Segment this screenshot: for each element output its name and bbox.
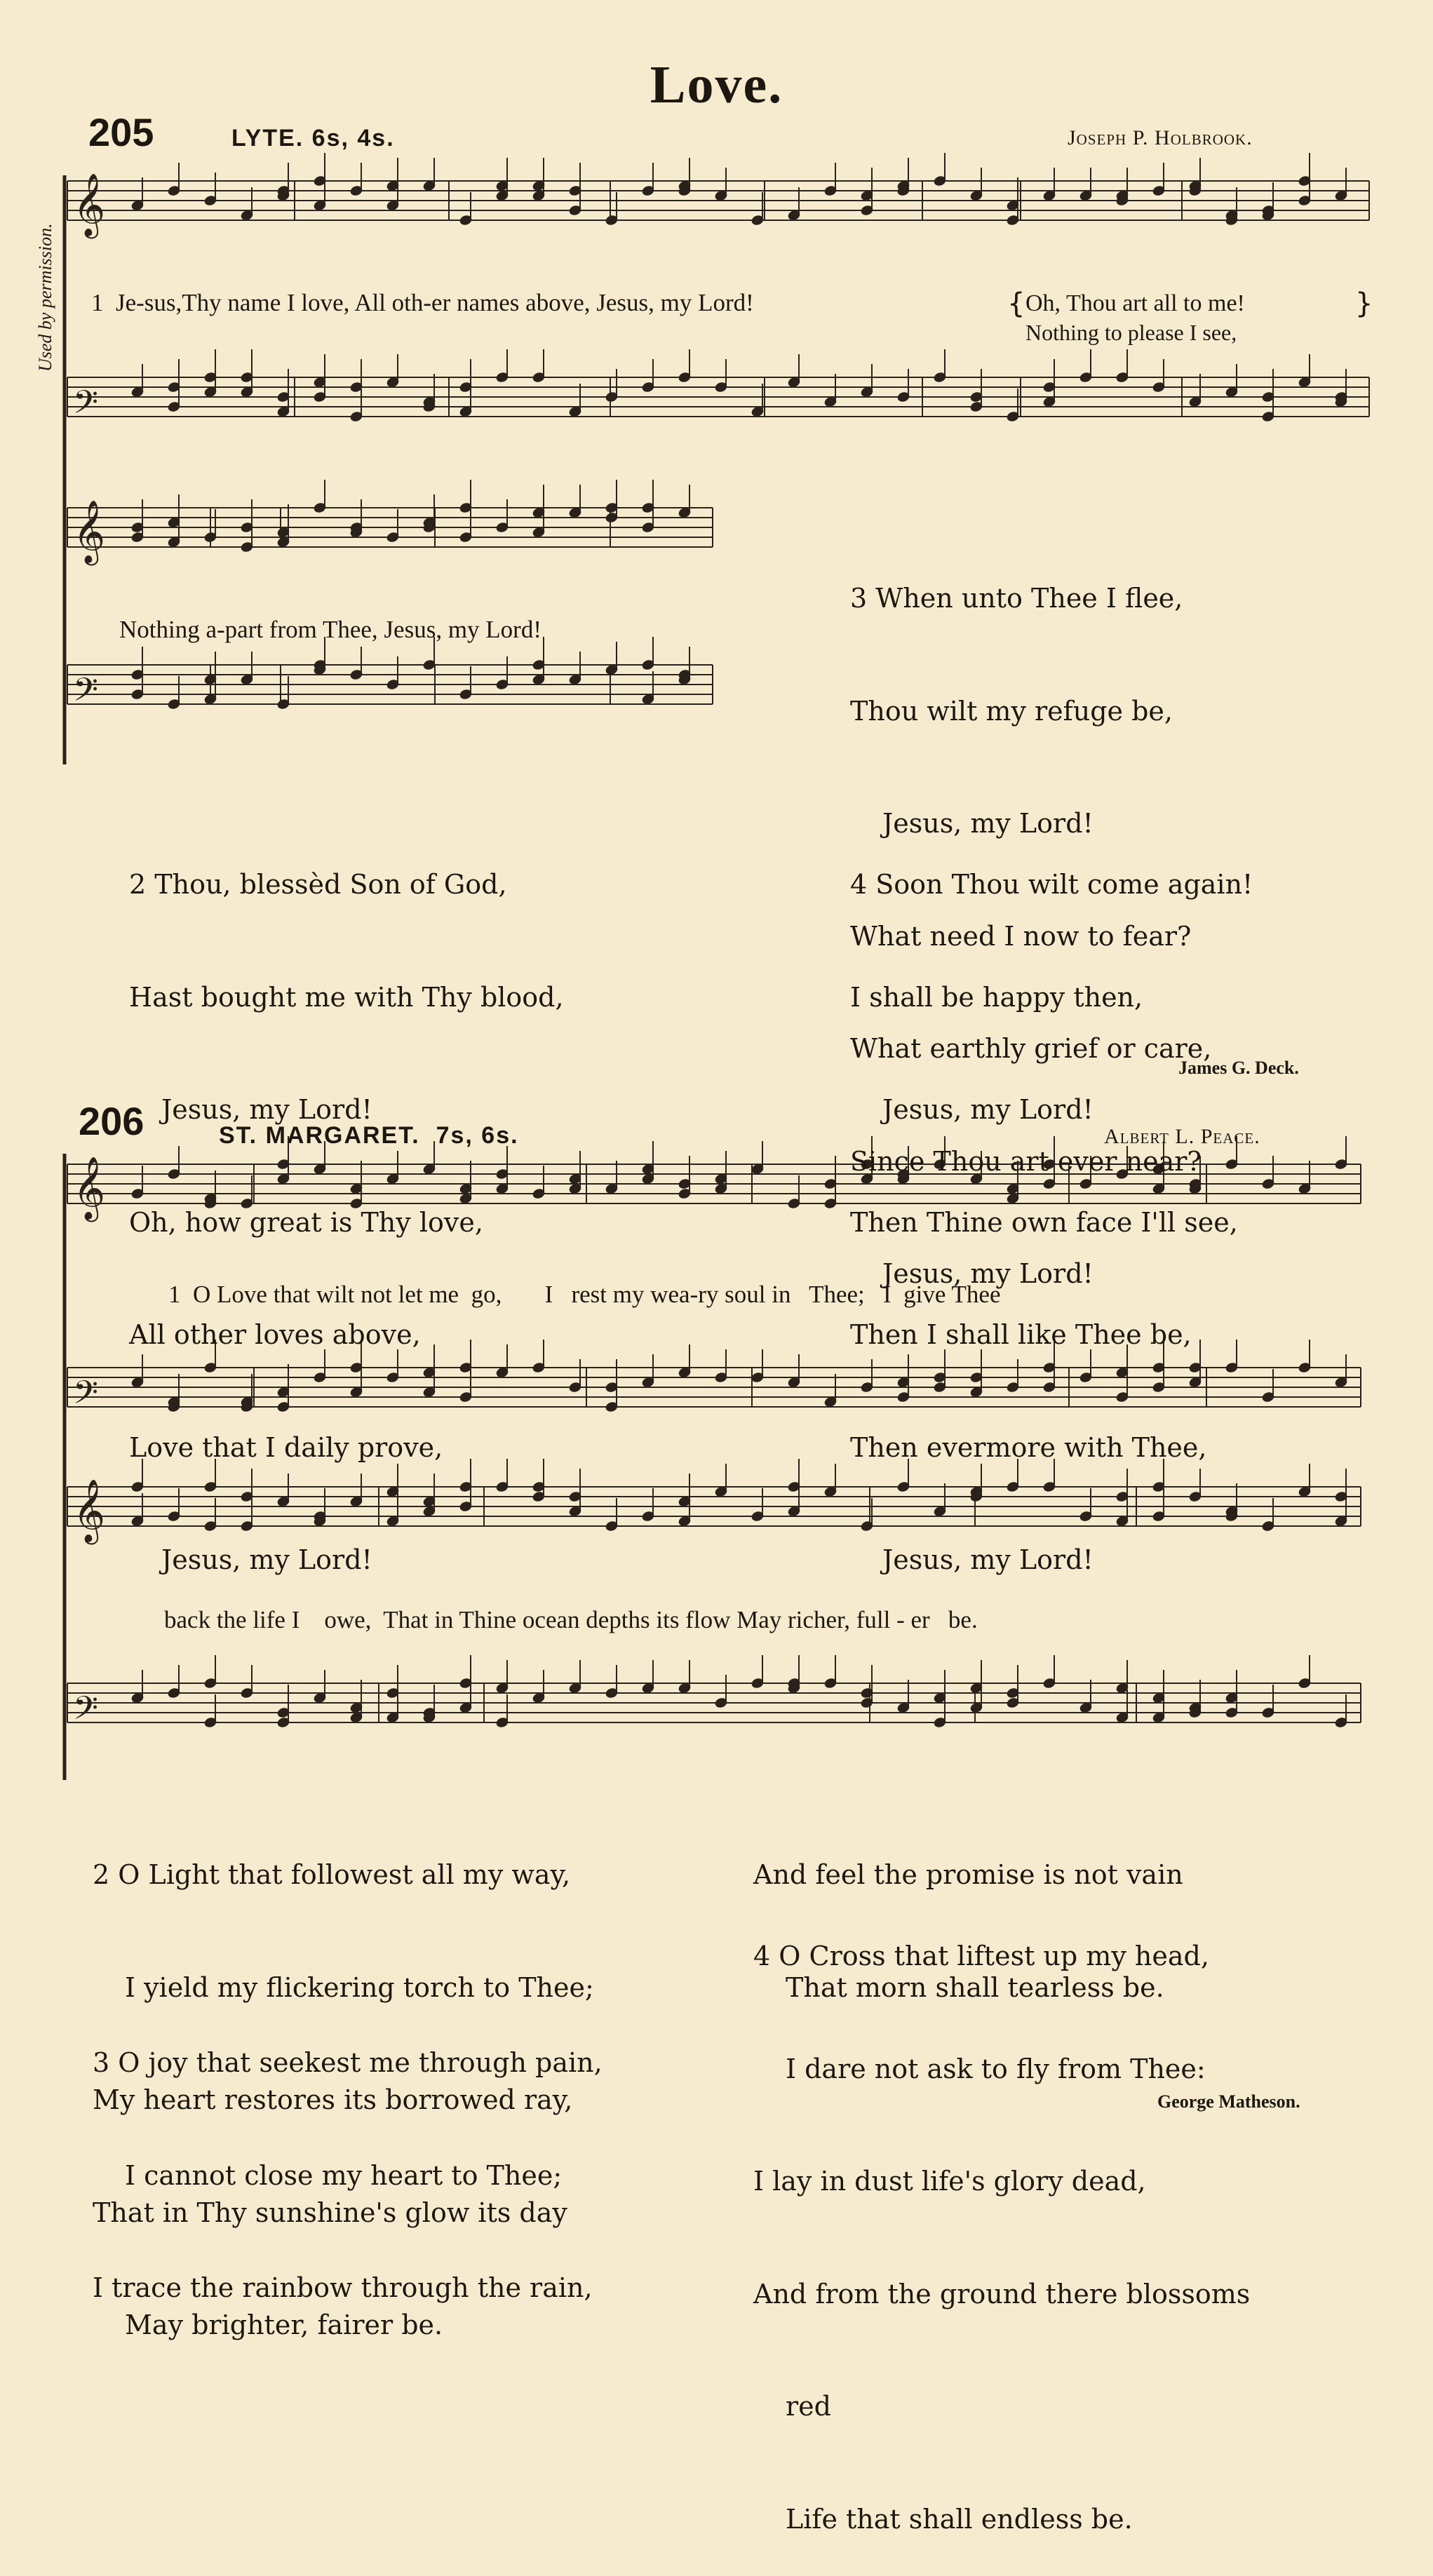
verse-line: And feel the promise is not vain — [753, 1859, 1183, 1890]
verse-line: Thou wilt my refuge be, — [850, 695, 1173, 727]
verse-line: I cannot close my heart to Thee; — [125, 2159, 563, 2191]
verse-line: Then evermore with Thee, — [850, 1431, 1207, 1463]
bass-clef-icon: 𝄢 — [73, 671, 99, 717]
treble-clef-icon: 𝄞 — [73, 500, 106, 563]
verse-refrain: Jesus, my Lord! — [882, 1258, 1094, 1289]
verse-line: 3 O joy that seekest me through pain, — [93, 2047, 603, 2078]
lyrics-alt-line: Oh, Thou art all to me! — [1025, 290, 1245, 316]
verse-line: 4 Soon Thou wilt come again! — [850, 869, 1253, 900]
treble-clef-icon: 𝄞 — [73, 1156, 106, 1220]
verse-line: I trace the rainbow through the rain, — [93, 2272, 593, 2303]
verse-2 — [129, 791, 564, 1617]
verse-line: I shall be happy then, — [850, 981, 1143, 1013]
verse-line: red — [786, 2391, 831, 2422]
verse-line: All other loves above, — [129, 1319, 421, 1350]
verse-line: 2 O Light that followest all my way, — [93, 1859, 571, 1890]
verse-line: What earthly grief or care, — [850, 1033, 1212, 1064]
verse-4 — [753, 1863, 1250, 2576]
verse-refrain: Jesus, my Lord! — [882, 1094, 1094, 1125]
hymn-number: 205 — [88, 110, 154, 154]
verse-line: That in Thy sunshine's glow its day — [93, 2197, 567, 2228]
treble-clef-icon: 𝄞 — [73, 1479, 106, 1542]
verse-line: That morn shall tearless be. — [786, 1971, 1164, 2003]
brace-icon: { — [1007, 288, 1025, 320]
tune-name: LYTE. 6s, 4s. — [231, 125, 395, 151]
lyrics-line: back the life I owe, That in Thine ocean depths its flow May richer, full - er be. — [164, 1606, 978, 1633]
verse-4 — [850, 791, 1253, 1617]
lyrics-line: 1 Je-sus,Thy name I love, All oth-er names above, Jesus, my Lord! — [91, 289, 754, 316]
lyrics-alt-line: Nothing to please I see, — [1025, 320, 1237, 345]
verse-line: I dare not ask to fly from Thee: — [786, 2053, 1206, 2084]
verse-line: Life that shall endless be. — [786, 2503, 1133, 2535]
brace-icon: } — [1355, 288, 1373, 320]
permission-note: Used by permission. — [35, 223, 55, 372]
lyrics-line: Nothing a-part from Thee, Jesus, my Lord! — [119, 616, 541, 643]
verse-refrain: Jesus, my Lord! — [161, 1544, 372, 1575]
verse-line: Hast bought me with Thy blood, — [129, 981, 564, 1013]
hymn-number: 206 — [79, 1099, 144, 1143]
verse-line: Love that I daily prove, — [129, 1431, 443, 1463]
author: George Matheson. — [1157, 2091, 1300, 2112]
treble-clef-icon: 𝄞 — [73, 173, 106, 236]
bass-clef-icon: 𝄢 — [73, 384, 99, 429]
composer: Albert L. Peace. — [1104, 1125, 1260, 1148]
lyrics-line: 1 O Love that wilt not let me go, I rest my wea-ry soul in Thee; I give Thee — [168, 1281, 1001, 1308]
tune-name: ST. MARGARET. 7s, 6s. — [219, 1122, 519, 1149]
verse-line: Oh, how great is Thy love, — [129, 1206, 483, 1238]
verse-line: What need I now to fear? — [850, 920, 1192, 952]
bass-clef-icon: 𝄢 — [73, 1374, 99, 1420]
verse-line: And from the ground there blossoms — [753, 2278, 1251, 2309]
verse-3 — [93, 1969, 603, 2345]
section-title: Love. — [650, 55, 783, 114]
author: James G. Deck. — [1178, 1058, 1299, 1078]
composer: Joseph P. Holbrook. — [1068, 126, 1253, 149]
verse-refrain: Jesus, my Lord! — [882, 1544, 1094, 1575]
verse-line: Then I shall like Thee be, — [850, 1319, 1192, 1350]
verse-line: Then Thine own face I'll see, — [850, 1206, 1238, 1238]
verse-line: 2 Thou, blessèd Son of God, — [129, 869, 507, 900]
verse-line: 3 When unto Thee I flee, — [850, 583, 1183, 614]
verse-line: I yield my flickering torch to Thee; — [125, 1971, 594, 2003]
verse-refrain: Jesus, my Lord! — [882, 808, 1094, 839]
verse-line: May brighter, fairer be. — [125, 2309, 443, 2340]
verse-line: Since Thou art ever near? — [850, 1145, 1202, 1177]
bass-clef-icon: 𝄢 — [73, 1690, 99, 1735]
verse-refrain: Jesus, my Lord! — [161, 1094, 372, 1125]
verse-line: My heart restores its borrowed ray, — [93, 2084, 573, 2115]
verse-line: 4 O Cross that liftest up my head, — [753, 1941, 1209, 1971]
verse-line: I lay in dust life's glory dead, — [753, 2166, 1146, 2197]
